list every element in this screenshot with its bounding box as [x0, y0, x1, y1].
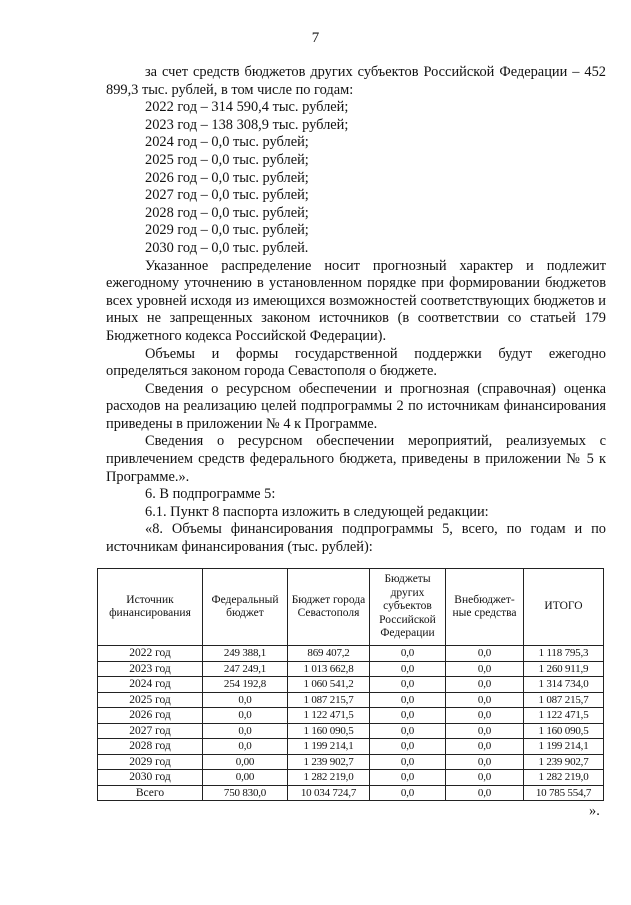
cell-other-subjects: 0,0: [370, 754, 446, 770]
year-line: 2023 год – 138 308,9 тыс. рублей;: [145, 116, 349, 133]
cell-federal: 0,0: [203, 723, 288, 739]
table-row: [98, 770, 604, 786]
table-row: [98, 661, 604, 677]
cell-sevastopol: 869 407,2: [288, 646, 370, 662]
cell-federal: 0,00: [203, 770, 288, 786]
cell-other-subjects: 0,0: [370, 723, 446, 739]
cell-sevastopol: 1 122 471,5: [288, 708, 370, 724]
document-body: [106, 64, 606, 557]
year-line: 2026 год – 0,0 тыс. рублей;: [145, 169, 309, 186]
cell-federal: 249 388,1: [203, 646, 288, 662]
cell-total: 1 160 090,5: [524, 723, 604, 739]
cell-other-subjects: 0,0: [370, 770, 446, 786]
cell-total: 1 118 795,3: [524, 646, 604, 662]
cell-year: 2026 год: [98, 708, 203, 724]
funding-table: [97, 568, 604, 801]
cell-federal: 0,0: [203, 708, 288, 724]
funding-intro: «8. Объемы финансирования подпрограммы 5, всего, по годам и по источникам финансирования (тыс. рублей):: [106, 521, 606, 556]
cell-year: 2030 год: [98, 770, 203, 786]
cell-sevastopol: 10 034 724,7: [288, 785, 370, 801]
cell-extrabudgetary: 0,0: [446, 739, 524, 755]
cell-sevastopol: 1 199 214,1: [288, 739, 370, 755]
cell-sevastopol: 1 013 662,8: [288, 661, 370, 677]
table-row: [98, 692, 604, 708]
cell-other-subjects: 0,0: [370, 739, 446, 755]
table-row: [98, 708, 604, 724]
cell-total: 10 785 554,7: [524, 785, 604, 801]
cell-year: 2027 год: [98, 723, 203, 739]
column-header-sevastopol: Бюджет города Севастополя: [288, 569, 370, 646]
closing-quote: ».: [589, 803, 600, 819]
cell-federal: 750 830,0: [203, 785, 288, 801]
cell-extrabudgetary: 0,0: [446, 677, 524, 693]
cell-other-subjects: 0,0: [370, 661, 446, 677]
cell-total: 1 122 471,5: [524, 708, 604, 724]
year-line: 2029 год – 0,0 тыс. рублей;: [145, 222, 309, 239]
table-row: [98, 723, 604, 739]
cell-total: 1 314 734,0: [524, 677, 604, 693]
table-row: [98, 754, 604, 770]
cell-extrabudgetary: 0,0: [446, 661, 524, 677]
paragraph-forecast-note: Указанное распределение носит прогнозный характер и подлежит ежегодному уточнению в установленном порядке при формировании бюджетов всех уровней исходя из имеющихся возможностей соответствующих бюджетов и иных не запрещенных законом источников (в соответствии со статьей 179 Бюджетного кодекса Российской Федерации).: [106, 257, 606, 344]
cell-sevastopol: 1 087 215,7: [288, 692, 370, 708]
paragraph-other-subjects-budget: за счет средств бюджетов других субъектов Российской Федерации – 452 899,3 тыс. рублей, в том числе по годам:: [106, 64, 606, 98]
cell-other-subjects: 0,0: [370, 646, 446, 662]
paragraph-resource-info-5: Сведения о ресурсном обеспечении мероприятий, реализуемых с привлечением средств федерального бюджета, приведены в приложении № 5 к Программе.».: [106, 433, 606, 485]
cell-year: 2023 год: [98, 661, 203, 677]
cell-total: 1 260 911,9: [524, 661, 604, 677]
year-line: 2028 год – 0,0 тыс. рублей;: [145, 204, 309, 221]
table-header-row: [98, 569, 604, 646]
cell-extrabudgetary: 0,0: [446, 692, 524, 708]
column-header-extrabudgetary: Внебюджет-ные средства: [446, 569, 524, 646]
year-line: 2027 год – 0,0 тыс. рублей;: [145, 187, 309, 204]
section-6-heading: 6. В подпрограмме 5:: [145, 486, 276, 503]
cell-extrabudgetary: 0,0: [446, 770, 524, 786]
cell-extrabudgetary: 0,0: [446, 754, 524, 770]
column-header-total: ИТОГО: [524, 569, 604, 646]
cell-federal: 0,0: [203, 739, 288, 755]
cell-sevastopol: 1 239 902,7: [288, 754, 370, 770]
cell-year: 2022 год: [98, 646, 203, 662]
cell-extrabudgetary: 0,0: [446, 723, 524, 739]
cell-extrabudgetary: 0,0: [446, 785, 524, 801]
cell-year: Всего: [98, 785, 203, 801]
cell-year: 2025 год: [98, 692, 203, 708]
table-row-total: [98, 785, 604, 801]
cell-sevastopol: 1 282 219,0: [288, 770, 370, 786]
year-line: 2022 год – 314 590,4 тыс. рублей;: [145, 99, 349, 116]
page-number: 7: [311, 30, 320, 46]
cell-total: 1 199 214,1: [524, 739, 604, 755]
paragraph-resource-info-4: Сведения о ресурсном обеспечении и прогнозная (справочная) оценка расходов на реализацию целей подпрограммы 2 по источникам финансирования приведены в приложении № 4 к Программе.: [106, 380, 606, 432]
cell-federal: 0,00: [203, 754, 288, 770]
cell-total: 1 282 219,0: [524, 770, 604, 786]
cell-other-subjects: 0,0: [370, 708, 446, 724]
paragraph-state-support: Объемы и формы государственной поддержки будут ежегодно определяться законом города Севастополя о бюджете.: [106, 345, 606, 380]
cell-year: 2029 год: [98, 754, 203, 770]
cell-other-subjects: 0,0: [370, 692, 446, 708]
year-line: 2024 год – 0,0 тыс. рублей;: [145, 134, 309, 151]
cell-year: 2024 год: [98, 677, 203, 693]
cell-sevastopol: 1 060 541,2: [288, 677, 370, 693]
year-line: 2025 год – 0,0 тыс. рублей;: [145, 151, 309, 168]
cell-extrabudgetary: 0,0: [446, 708, 524, 724]
cell-other-subjects: 0,0: [370, 785, 446, 801]
cell-sevastopol: 1 160 090,5: [288, 723, 370, 739]
cell-year: 2028 год: [98, 739, 203, 755]
cell-total: 1 239 902,7: [524, 754, 604, 770]
table-row: [98, 677, 604, 693]
cell-federal: 0,0: [203, 692, 288, 708]
table-row: [98, 739, 604, 755]
cell-federal: 254 192,8: [203, 677, 288, 693]
cell-extrabudgetary: 0,0: [446, 646, 524, 662]
column-header-source: Источник финансирования: [98, 569, 203, 646]
cell-other-subjects: 0,0: [370, 677, 446, 693]
column-header-federal: Федеральный бюджет: [203, 569, 288, 646]
section-6-1: 6.1. Пункт 8 паспорта изложить в следующей редакции:: [145, 503, 489, 520]
year-line: 2030 год – 0,0 тыс. рублей.: [145, 239, 309, 256]
column-header-other-subjects: Бюджеты других субъектов Российской Федерации: [370, 569, 446, 646]
cell-federal: 247 249,1: [203, 661, 288, 677]
table-row: [98, 646, 604, 662]
cell-total: 1 087 215,7: [524, 692, 604, 708]
